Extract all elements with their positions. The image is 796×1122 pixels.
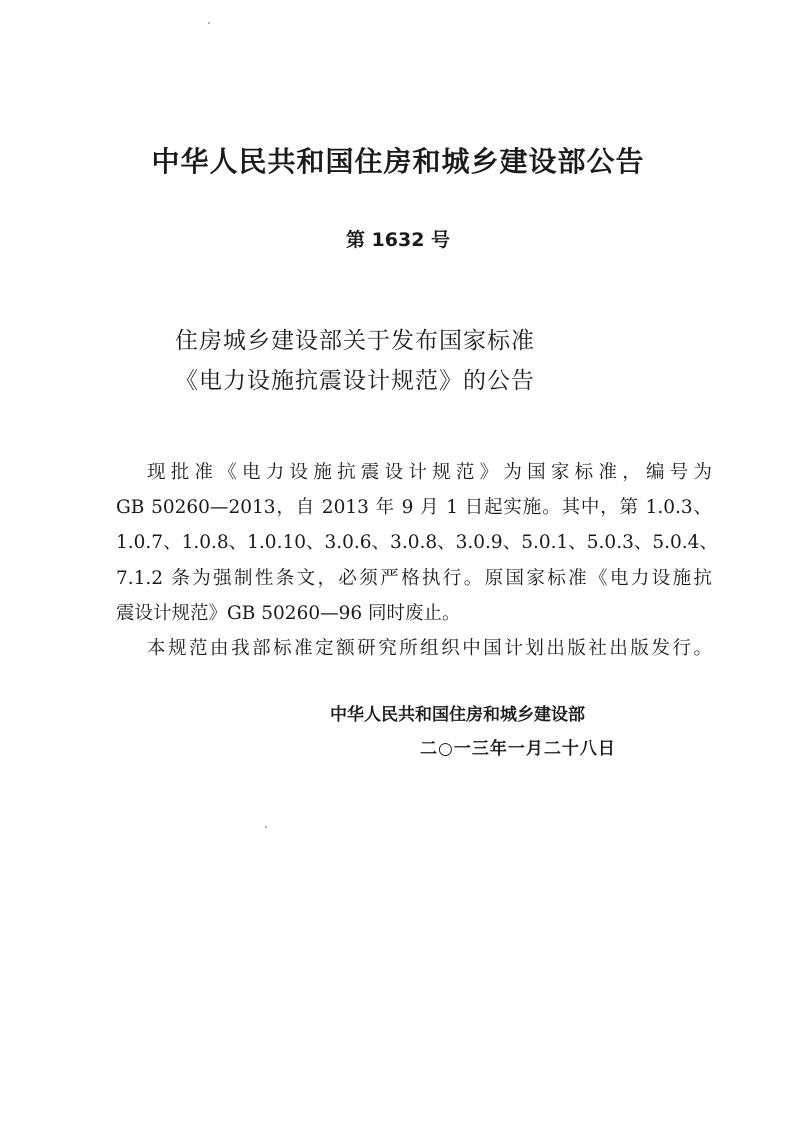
signature-issuer: 中华人民共和国住房和城乡建设部 [330,705,585,725]
subtitle-line-2: 《电力设施抗震设计规范》的公告 [175,368,535,394]
body-line: 7.1.2 条为强制性条文，必须严格执行。原国家标准《电力设施抗 [116,568,712,589]
body-paragraph-2: 本规范由我部标准定额研究所组织中国计划出版社出版发行。 [147,638,712,659]
scan-speck [208,22,210,24]
page-title: 中华人民共和国住房和城乡建设部公告 [151,145,645,178]
scan-speck [265,826,267,828]
signature-date: 二○一三年一月二十八日 [420,739,616,759]
body-line: GB 50260—2013，自 2013 年 9 月 1 日起实施。其中，第 1.0.3、 [116,497,712,518]
body-line: 现批准《电力设施抗震设计规范》为国家标准，编号为 [147,462,712,483]
announcement-number: 第 1632 号 [345,229,451,251]
body-line: 1.0.7、1.0.8、1.0.10、3.0.6、3.0.8、3.0.9、5.0.1、5.0.3、5.0.4、 [116,532,718,553]
body-line: 震设计规范》GB 50260—96 同时废止。 [116,603,461,624]
subtitle-line-1: 住房城乡建设部关于发布国家标准 [175,328,535,354]
